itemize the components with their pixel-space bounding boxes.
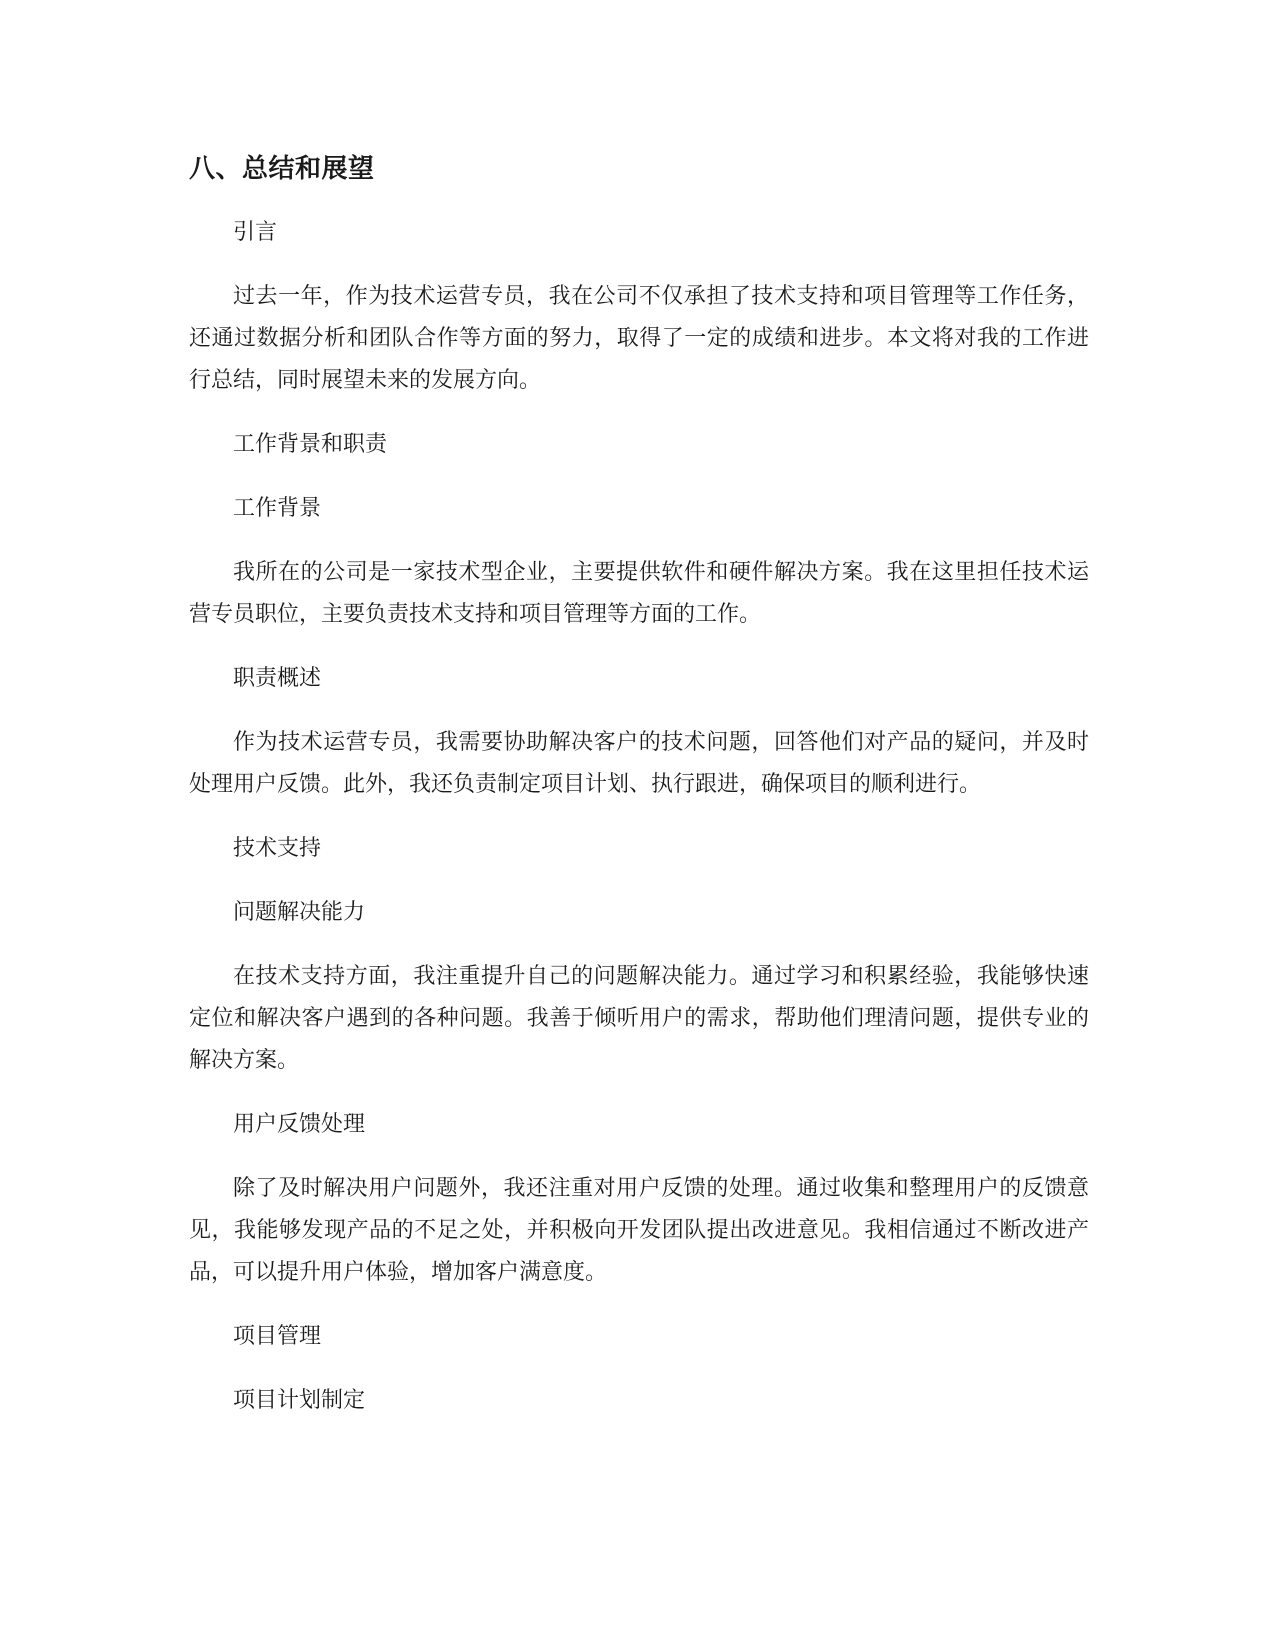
document-body xyxy=(189,148,1089,1444)
subheading-project-management: 项目管理 xyxy=(233,1324,322,1349)
subheading-work-background: 工作背景 xyxy=(233,496,322,521)
subheading-problem-solving: 问题解决能力 xyxy=(233,900,366,925)
subheading-user-feedback: 用户反馈处理 xyxy=(233,1112,366,1137)
subheading-introduction: 引言 xyxy=(233,220,278,245)
subheading-work-background-and-duties: 工作背景和职责 xyxy=(233,432,388,457)
paragraph-introduction: 过去一年，作为技术运营专员，我在公司不仅承担了技术支持和项目管理等工作任务，还通过数据分析和团队合作等方面的努力，取得了一定的成绩和进步。本文将对我的工作进行总结，同时展望未来的发展方向。 xyxy=(189,284,1089,393)
subheading-project-planning: 项目计划制定 xyxy=(233,1388,366,1413)
paragraph-user-feedback: 除了及时解决用户问题外，我还注重对用户反馈的处理。通过收集和整理用户的反馈意见，我能够发现产品的不足之处，并积极向开发团队提出改进意见。我相信通过不断改进产品，可以提升用户体验，增加客户满意度。 xyxy=(189,1176,1089,1285)
paragraph-duties-overview: 作为技术运营专员，我需要协助解决客户的技术问题，回答他们对产品的疑问，并及时处理用户反馈。此外，我还负责制定项目计划、执行跟进，确保项目的顺利进行。 xyxy=(189,730,1089,797)
subheading-technical-support: 技术支持 xyxy=(233,836,322,861)
subheading-duties-overview: 职责概述 xyxy=(233,666,322,691)
paragraph-problem-solving: 在技术支持方面，我注重提升自己的问题解决能力。通过学习和积累经验，我能够快速定位和解决客户遇到的各种问题。我善于倾听用户的需求，帮助他们理清问题，提供专业的解决方案。 xyxy=(189,964,1089,1073)
section-title: 八、总结和展望 xyxy=(189,154,375,184)
paragraph-work-background: 我所在的公司是一家技术型企业，主要提供软件和硬件解决方案。我在这里担任技术运营专员职位，主要负责技术支持和项目管理等方面的工作。 xyxy=(189,560,1089,627)
